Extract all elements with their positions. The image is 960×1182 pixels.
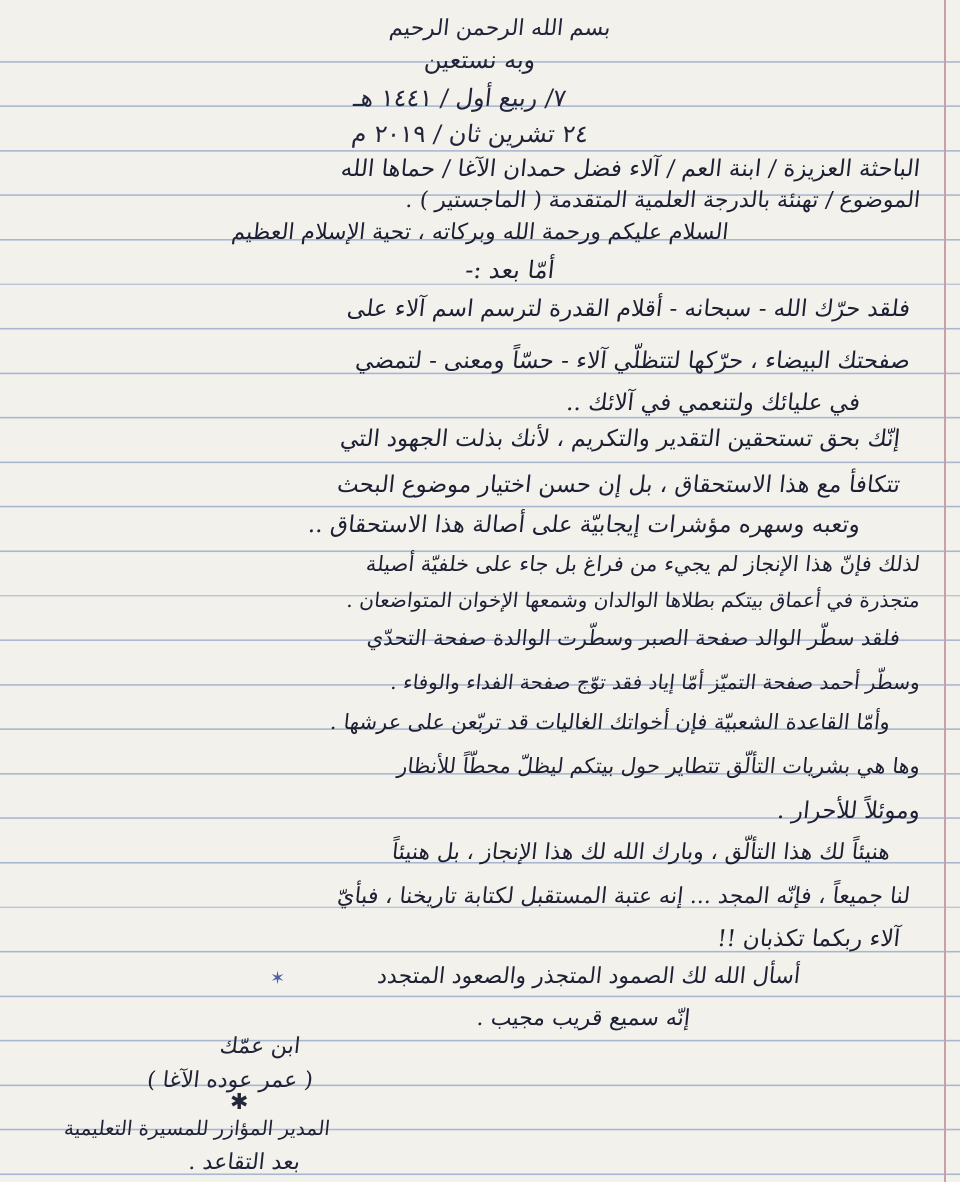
body-line: في عليائك ولتنعمي في آلائك .. [565, 390, 862, 416]
date-gregorian: ٢٤ تشرين ثان / ٢٠١٩ م [350, 120, 590, 148]
body-line: وتعبه وسهره مؤشرات إيجابيّة على أصالة هذا الاستحقاق .. [307, 512, 862, 538]
notebook-margin-line [944, 0, 946, 1182]
date-hijri: ٧/ ربيع أول / ١٤٤١ هـ [352, 84, 568, 112]
body-line: وموئلاً للأحرار . [776, 798, 922, 824]
body-line: وأمّا القاعدة الشعبيّة فإن أخواتك الغاليات قد تربّعن على عرشها . [329, 710, 892, 734]
closing-prayer: أسأل الله لك الصمود المتجذر والصعود المتجدد [376, 964, 802, 989]
body-line: وها هي بشريات التألّق تتطاير حول بيتكم ليظلّ محطّاً للأنظار [396, 754, 922, 778]
signature-name: ( عمر عوده الآغا ) [145, 1068, 315, 1093]
body-line: فلقد حرّك الله - سبحانه - أقلام القدرة لترسم اسم آلاء على [345, 296, 912, 322]
body-line: تتكافأ مع هذا الاستحقاق ، بل إن حسن اختيار موضوع البحث [335, 472, 902, 498]
basmala: بسم الله الرحمن الرحيم [388, 16, 612, 41]
intro-line: أمّا بعد :- [463, 256, 557, 284]
decorative-mark-icon: ✶ [270, 968, 286, 989]
body-line: فلقد سطّر الوالد صفحة الصبر وسطّرت الوالدة صفحة التحدّي [365, 626, 902, 650]
body-line: صفحتك البيضاء ، حرّكها لتتظلّي آلاء - حسّاً ومعنى - لتمضي [354, 348, 912, 374]
body-line: إنّك بحق تستحقين التقدير والتكريم ، لأنك بذلت الجهود التي [338, 426, 902, 452]
signature-relation: ابن عمّك [218, 1034, 302, 1059]
asterisk-icon: ✱ [230, 1090, 249, 1115]
signature-title-line2: بعد التقاعد . [187, 1150, 302, 1175]
addressee-line: الباحثة العزيزة / ابنة العم / آلاء فضل حمدان الآغا / حماها الله [339, 156, 922, 182]
signature-title: المدير المؤازر للمسيرة التعليمية [62, 1116, 332, 1140]
body-line: آلاء ربكما تكذبان !! [715, 926, 902, 952]
body-line: لذلك فإنّ هذا الإنجاز لم يجيء من فراغ بل جاء على خلفيّة أصيلة [364, 552, 922, 576]
closing-dua: إنّه سميع قريب مجيب . [475, 1006, 692, 1031]
greeting-line: السلام عليكم ورحمة الله وبركاته ، تحية الإسلام العظيم [230, 220, 730, 245]
body-line: متجذرة في أعماق بيتكم بطلاها الوالدان وشمعها الإخوان المتواضعان . [345, 588, 922, 612]
body-line: وسطّر أحمد صفحة التميّز أمّا إياد فقد توّج صفحة الفداء والوفاء . [389, 670, 922, 694]
subject-line: الموضوع / تهنئة بالدرجة العلمية المتقدمة ( الماجستير ) . [404, 188, 922, 213]
body-line: هنيئاً لك هذا التألّق ، وبارك الله لك هذا الإنجاز ، بل هنيئاً [390, 840, 892, 865]
body-line: لنا جميعاً ، فإنّه المجد ... إنه عتبة المستقبل لكتابة تاريخنا ، فبأيّ [336, 884, 912, 909]
subtitle: وبه نستعين [422, 46, 538, 74]
